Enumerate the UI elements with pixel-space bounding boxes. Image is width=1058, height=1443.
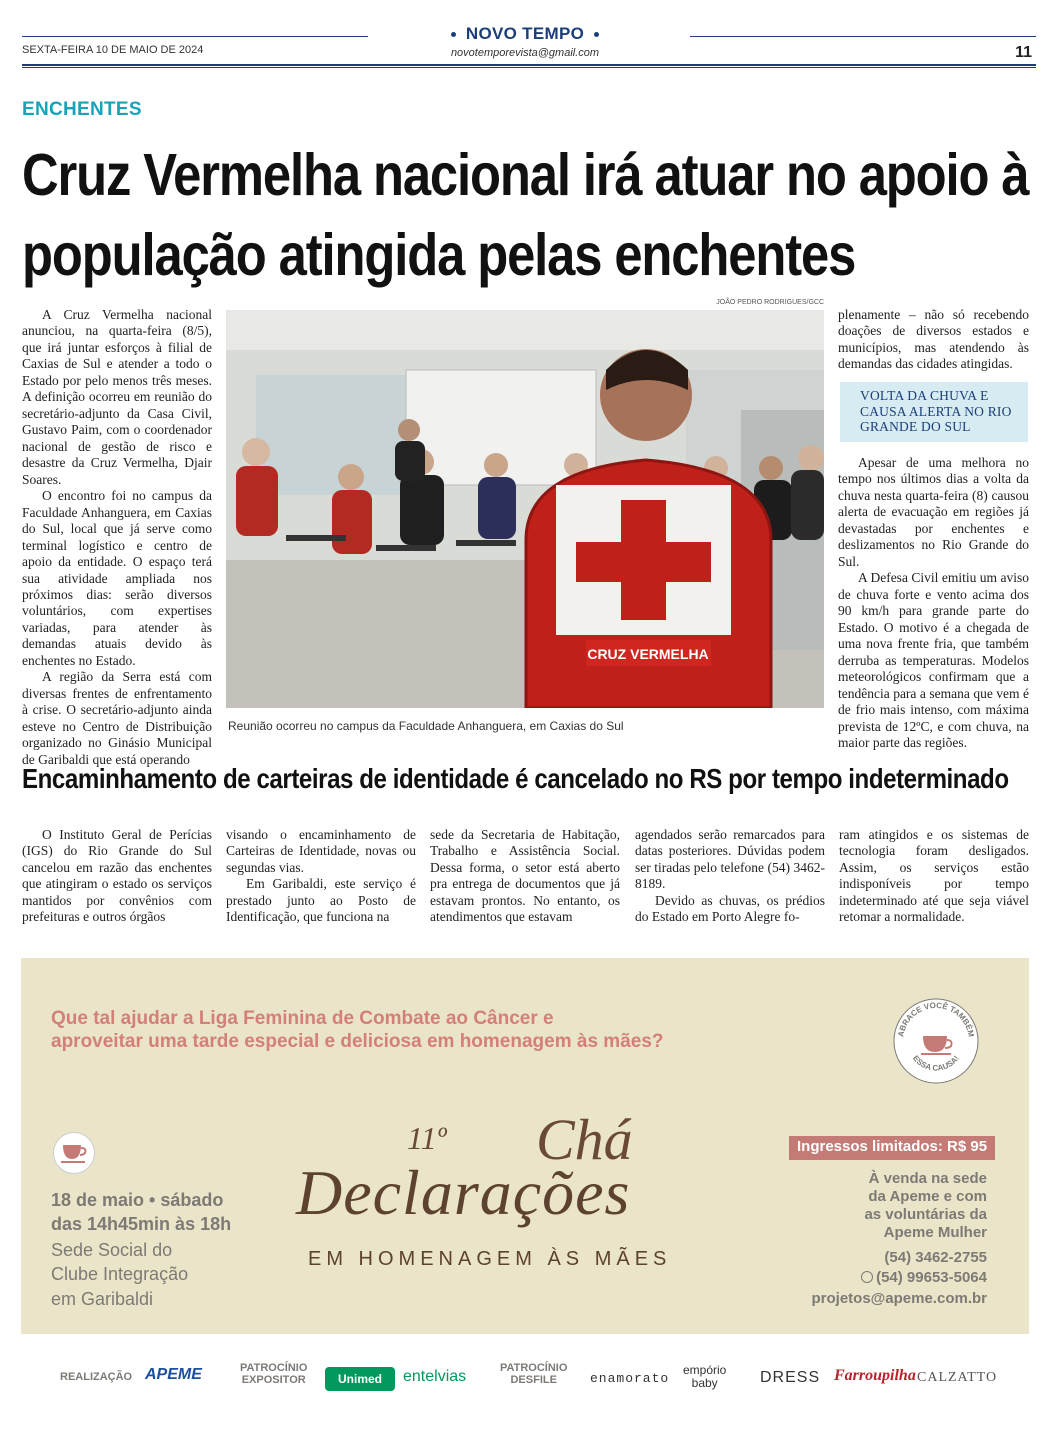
paper-name: NOVO TEMPO: [370, 24, 680, 44]
badge-top-text: ABRACE VOCÊ TAMBÉM: [896, 1000, 976, 1038]
article2-column-5: [839, 827, 1029, 926]
unimed-logo: Unimed: [325, 1367, 395, 1391]
cause-badge: [893, 998, 979, 1084]
paragraph: ram atingidos e os sistemas de tecnologia foram desligados. Assim, os serviços estão indisponíveis por tempo indeterminado até que seja viável retomar a normalidade.: [839, 827, 1029, 925]
sale-line-1: À venda na sede: [868, 1170, 987, 1187]
issue-date: SEXTA-FEIRA 10 DE MAIO DE 2024: [22, 44, 204, 56]
teacup-icon: [53, 1132, 95, 1174]
sale-line-3: as voluntárias da: [864, 1206, 987, 1223]
phone-1: (54) 3462-2755: [884, 1249, 987, 1266]
sale-info: [864, 1170, 987, 1242]
article-photo: [226, 310, 824, 708]
label-patrocinio-desfile: [500, 1362, 567, 1386]
contact-info: [811, 1248, 987, 1309]
event-place: [51, 1238, 188, 1311]
sale-line-4: Apeme Mulher: [883, 1224, 987, 1241]
phone-2-row: [811, 1268, 987, 1288]
event-title-2: Declarações: [296, 1157, 631, 1228]
whatsapp-icon: [861, 1271, 873, 1283]
header-rule: [22, 64, 1036, 68]
photo-credit: JOÃO PEDRO RODRIGUES/GCC: [716, 299, 824, 306]
paragraph: O Instituto Geral de Perícias (IGS) do Rio Grande do Sul cancelou em razão das enchentes que atingiram o estado os serviços mantidos por convênios com prefeituras e outros órgãos: [22, 827, 212, 925]
emporio-baby-logo: [683, 1364, 726, 1389]
article-column-1: [22, 307, 212, 768]
paragraph: sede da Secretaria de Habitação, Trabalho e Assistência Social. Dessa forma, o setor está aberto pra entrega de documentos que já estavam prontos. No entanto, os atendimentos que estavam: [430, 827, 620, 925]
event-place-line-3: em Garibaldi: [51, 1288, 154, 1309]
paragraph: plenamente – não só recebendo doações de diversos estados e municípios, mas atendendo às demandas das cidades atingidas.: [838, 307, 1029, 372]
event-title-1: Chá: [536, 1107, 633, 1172]
label-line: DESFILE: [510, 1374, 557, 1387]
header-rule-right: [690, 36, 1036, 37]
event-place-line-2: Clube Integração: [51, 1264, 189, 1285]
badge-bottom-text: ESSA CAUSA!: [911, 1053, 961, 1073]
ad-question-line-1: Que tal ajudar a Liga Feminina de Combate ao Câncer e: [51, 1008, 554, 1029]
entelvias-logo: entelvias: [403, 1368, 467, 1385]
paragraph: Devido as chuvas, os prédios do Estado em Porto Alegre fo-: [635, 892, 825, 925]
label-line: EXPOSITOR: [241, 1374, 306, 1387]
logo-line: baby: [691, 1375, 718, 1390]
logo-line: empório: [683, 1363, 727, 1377]
paragraph: Em Garibaldi, este serviço é prestado junto ao Posto de Identificação, que funciona na: [226, 876, 416, 925]
article2-column-3: [430, 827, 620, 926]
ad-question-line-2: aproveitar uma tarde especial e deliciosa em homenagem às mães?: [51, 1030, 664, 1052]
contact-email: projetos@apeme.com.br: [811, 1289, 987, 1307]
farroupilha-logo: Farroupilha: [834, 1367, 916, 1384]
event-edition: 11º: [407, 1120, 447, 1156]
paragraph: O encontro foi no campus da Faculdade Anhanguera, em Caxias do Sul, local que já serve como terminal logístico e centro de apoio da entidade. O espaço terá sua atividade ampliada nos próximos dias: serão diversos voluntários, com expertises variadas, para atender às demandas atuais devido às enchentes no Estado.: [22, 488, 212, 668]
label-patrocinio-expositor: [240, 1362, 307, 1386]
paragraph: agendados serão remarcados para datas posteriores. Dúvidas podem ser tiradas pelo telefone (54) 3462-8189.: [635, 827, 825, 892]
article-column-right: [838, 307, 1029, 373]
page-number: 11: [1015, 44, 1032, 61]
article-column-right-2: [838, 455, 1029, 751]
article2-column-1: [22, 827, 212, 926]
sale-line-2: da Apeme e com: [868, 1188, 987, 1205]
enamorato-logo: enamorato: [590, 1371, 670, 1386]
advertisement: [21, 958, 1029, 1334]
phone-2: (54) 99653-5064: [876, 1269, 987, 1287]
ticket-price: Ingressos limitados: R$ 95: [789, 1136, 995, 1160]
label-line: PATROCÍNIO: [500, 1362, 568, 1374]
apeme-logo: APEME: [145, 1366, 202, 1383]
article2-column-2: [226, 827, 416, 926]
event-date-line-2: das 14h45min às 18h: [51, 1214, 232, 1235]
paragraph: A Defesa Civil emitiu um aviso de chuva forte e vento acima dos 90 km/h para grande parte do Estado. O motivo é a chegada de uma nova frente fria, que também derruba as temperaturas. Modelos meteorológicos confirmam que a tendência para a semana que vem é de frio mais intenso, com máxima prevista de 12ºC, e com chuva, na maior parte das regiões.: [838, 570, 1029, 750]
event-date-line-1: 18 de maio • sábado: [51, 1190, 224, 1210]
paragraph: A Cruz Vermelha nacional anunciou, na quarta-feira (8/5), que irá juntar esforços à filial de Caxias de Sul e atender a todo o Estado por pelo menos três meses. A definição ocorreu em reunião do secretário-adjunto da Casa Civil, Gustavo Paim, com o coordenador nacional de gestão de risco e desastre da Cruz Vermelha, Djair Soares.: [22, 307, 212, 487]
headline-2: Encaminhamento de carteiras de identidade é cancelado no RS por tempo indeterminado: [22, 763, 1009, 794]
label-realizacao: REALIZAÇÃO: [60, 1371, 133, 1383]
calzatto-logo: CALZATTO: [917, 1370, 998, 1385]
header-rule-left: [22, 36, 368, 37]
masthead: [370, 24, 680, 59]
section-tag: ENCHENTES: [22, 99, 142, 120]
headline: Cruz Vermelha nacional irá atuar no apoio à população atingida pelas enchentes: [22, 142, 1029, 288]
dress-logo: DRESS: [760, 1369, 821, 1386]
meeting-photo-illustration: [226, 310, 824, 708]
ad-question: [51, 1008, 664, 1054]
photo-caption: Reunião ocorreu no campus da Faculdade Anhanguera, em Caxias do Sul: [228, 719, 624, 733]
event-subtitle: EM HOMENAGEM ÀS MÃES: [308, 1248, 672, 1270]
label-line: PATROCÍNIO: [240, 1362, 308, 1374]
event-place-line-1: Sede Social do: [51, 1240, 173, 1260]
paragraph: A região da Serra está com diversas frentes de enfrentamento à crise. O secretário-adjunto ainda esteve no Centro de Distribuição organizado no Ginásio Municipal de Garibaldi que está operando: [22, 669, 212, 767]
article2-column-4: [635, 827, 825, 926]
paragraph: visando o encaminhamento de Carteiras de Identidade, novas ou segundas vias.: [226, 827, 416, 875]
subhead-box: VOLTA DA CHUVA E CAUSA ALERTA NO RIO GRANDE DO SUL: [840, 382, 1028, 442]
event-date: [51, 1188, 231, 1237]
paper-email: novotemporevista@gmail.com: [450, 47, 600, 59]
paragraph: Apesar de uma melhora no tempo nos últimos dias a volta da chuva nesta quarta-feira (8) causou alerta de evacuação em regiões já devastadas por enchentes e deslizamentos no Rio Grande do Sul.: [838, 455, 1029, 569]
vest-label: CRUZ VERMELHA: [587, 646, 709, 662]
